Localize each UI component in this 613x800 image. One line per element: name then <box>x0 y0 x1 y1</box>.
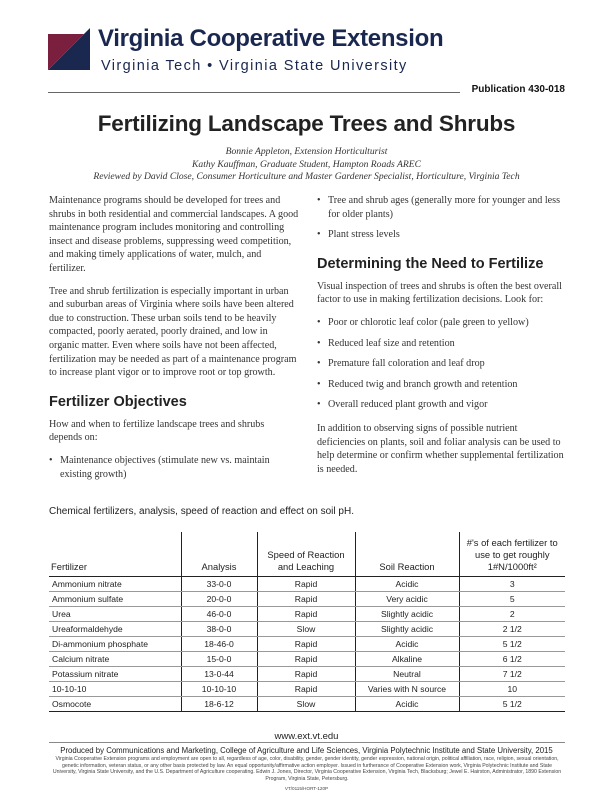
production-credit: Produced by Communications and Marketing, College of Agriculture and Life Sciences, Virginia Polytechnic Institute and State University, 2015 <box>60 746 553 755</box>
table-row <box>49 606 565 621</box>
table-row <box>49 591 565 606</box>
table-cell: Acidic <box>355 696 459 711</box>
table-row <box>49 576 565 591</box>
analysis-paragraph: In addition to observing signs of possible nutrient deficiencies on plants, soil and foliar analysis can be used to help determine or confirm whether supplemental fertilization is needed. <box>317 422 564 475</box>
table-cell: 46-0-0 <box>181 606 257 621</box>
table-body <box>49 576 565 711</box>
table-cell: 2 1/2 <box>459 621 565 636</box>
table-row <box>49 666 565 681</box>
list-item: • Plant stress levels <box>317 228 567 242</box>
table-cell: Ureaformaldehyde <box>49 621 181 636</box>
header-rule <box>48 92 460 93</box>
symptoms-list <box>317 316 567 412</box>
column-header: Soil Reaction <box>355 532 459 576</box>
table-cell: 7 1/2 <box>459 666 565 681</box>
list-item: • Reduced twig and branch growth and retention <box>317 378 567 392</box>
section-heading-objectives: Fertilizer Objectives <box>49 393 187 410</box>
list-item: • Poor or chlorotic leaf color (pale green to yellow) <box>317 316 567 330</box>
table-cell: 10-10-10 <box>49 681 181 696</box>
org-name: Virginia Cooperative Extension <box>98 25 444 52</box>
table-cell: 20-0-0 <box>181 591 257 606</box>
table-cell: Rapid <box>257 681 355 696</box>
nondiscrimination-statement: Virginia Cooperative Extension programs and employment are open to all, regardless of age, color, disability, gender, gender identity, gender expression, national origin, political affiliation, race, religion, sexual orientation, genetic information, veteran status, or any other basis protected by law. An equal opportunity/affirmative action employer. Issued in furtherance of Cooperative Extension work, Virginia Polytechnic Institute and State University, Virginia State University, and the U.S. Department of Agriculture cooperating. Edwin J. Jones, Director, Virginia Cooperative Extension, Virginia Tech, Blacksburg; Jewel E. Hairston, Administrator, 1890 Extension Program, Virginia State, Petersburg. <box>52 756 562 782</box>
publication-number: Publication 430-018 <box>471 84 565 95</box>
column-header: #'s of each fertilizer to use to get roughly 1#N/1000ft² <box>459 532 565 576</box>
intro-paragraph: Maintenance programs should be developed for trees and shrubs in both residential and commercial landscapes. A good maintenance program includes monitoring and controlling insect and disease problems, suppressing weed competition, and making timely applications of water, mulch, and fertilizer. <box>49 195 299 274</box>
table-row <box>49 681 565 696</box>
table-cell: Rapid <box>257 636 355 651</box>
table-cell: 3 <box>459 576 565 591</box>
objectives-list <box>49 454 299 481</box>
table-cell: Slightly acidic <box>355 621 459 636</box>
table-cell: 38-0-0 <box>181 621 257 636</box>
table-cell: Calcium nitrate <box>49 651 181 666</box>
section-heading-need: Determining the Need to Fertilize <box>317 255 544 272</box>
table-cell: 33-0-0 <box>181 576 257 591</box>
publication-code: VT/0115/HORT-120P <box>284 786 329 791</box>
table-cell: Urea <box>49 606 181 621</box>
footer-rule <box>49 742 565 743</box>
table-caption: Chemical fertilizers, analysis, speed of reaction and effect on soil pH. <box>49 506 354 517</box>
list-item: • Tree and shrub ages (generally more for younger and less for older plants) <box>317 194 567 221</box>
document-title: Fertilizing Landscape Trees and Shrubs <box>97 111 516 136</box>
table-row <box>49 651 565 666</box>
list-item: • Overall reduced plant growth and vigor <box>317 398 567 412</box>
table-cell: Rapid <box>257 651 355 666</box>
table-cell: Rapid <box>257 606 355 621</box>
author-line: Kathy Kauffman, Graduate Student, Hampton Roads AREC <box>192 158 421 170</box>
table-cell: Slow <box>257 621 355 636</box>
author-line: Bonnie Appleton, Extension Horticulturist <box>225 146 388 157</box>
left-column <box>49 194 299 488</box>
column-header: Fertilizer <box>49 532 181 576</box>
table-cell: 5 1/2 <box>459 696 565 711</box>
table-cell: Slow <box>257 696 355 711</box>
table-cell: 6 1/2 <box>459 651 565 666</box>
table-row <box>49 696 565 711</box>
table-cell: Di-ammonium phosphate <box>49 636 181 651</box>
vce-logo-mark-icon <box>48 28 90 70</box>
urban-soils-paragraph: Tree and shrub fertilization is especially important in urban and suburban areas of Virginia where soils have been altered due to construction. These urban soils tend to be heavily compacted, poorly aerated, poorly drained, and low in organic matter. Even where soils have not been affected, fertilization may be needed as part of a maintenance program to increase plant vigor or to improve root or top growth. <box>49 285 297 379</box>
table-cell: Rapid <box>257 591 355 606</box>
table-cell: Ammonium nitrate <box>49 576 181 591</box>
table-cell: 5 1/2 <box>459 636 565 651</box>
table-row <box>49 621 565 636</box>
vce-logo <box>48 22 518 82</box>
table-cell: 10 <box>459 681 565 696</box>
table-row <box>49 636 565 651</box>
table-cell: Alkaline <box>355 651 459 666</box>
inspection-paragraph: Visual inspection of trees and shrubs is often the best overall factor to use in making fertilization decisions. Look for: <box>317 280 562 306</box>
table-cell: Osmocote <box>49 696 181 711</box>
list-item: • Maintenance objectives (stimulate new vs. maintain existing growth) <box>49 454 299 481</box>
table-cell: 5 <box>459 591 565 606</box>
table-cell: Very acidic <box>355 591 459 606</box>
table-cell: 15-0-0 <box>181 651 257 666</box>
table-cell: Acidic <box>355 576 459 591</box>
org-subtitle: Virginia Tech • Virginia State University <box>101 58 408 74</box>
right-column <box>317 194 567 485</box>
table-cell: Varies with N source <box>355 681 459 696</box>
fertilizer-table <box>49 532 565 712</box>
objectives-paragraph: How and when to fertilize landscape trees and shrubs depends on: <box>49 418 265 444</box>
list-item: • Premature fall coloration and leaf drop <box>317 357 567 371</box>
table-cell: Acidic <box>355 636 459 651</box>
table-header-row <box>49 532 565 576</box>
column-header: Speed of Reaction and Leaching <box>257 532 355 576</box>
list-item: • Reduced leaf size and retention <box>317 337 567 351</box>
table-cell: Rapid <box>257 666 355 681</box>
table-cell: 18-46-0 <box>181 636 257 651</box>
column-header: Analysis <box>181 532 257 576</box>
table-cell: Ammonium sulfate <box>49 591 181 606</box>
table-cell: Neutral <box>355 666 459 681</box>
table-cell: Potassium nitrate <box>49 666 181 681</box>
authors-block <box>0 146 613 184</box>
reviewer-line: Reviewed by David Close, Consumer Horticulture and Master Gardener Specialist, Horticulture, Virginia Tech <box>93 171 520 182</box>
table-cell: 13-0-44 <box>181 666 257 681</box>
table-cell: 18-6-12 <box>181 696 257 711</box>
website-url[interactable]: www.ext.vt.edu <box>274 731 339 742</box>
table-cell: 10-10-10 <box>181 681 257 696</box>
table-cell: 2 <box>459 606 565 621</box>
table-cell: Rapid <box>257 576 355 591</box>
table-cell: Slightly acidic <box>355 606 459 621</box>
objectives-list-continued <box>317 194 567 242</box>
